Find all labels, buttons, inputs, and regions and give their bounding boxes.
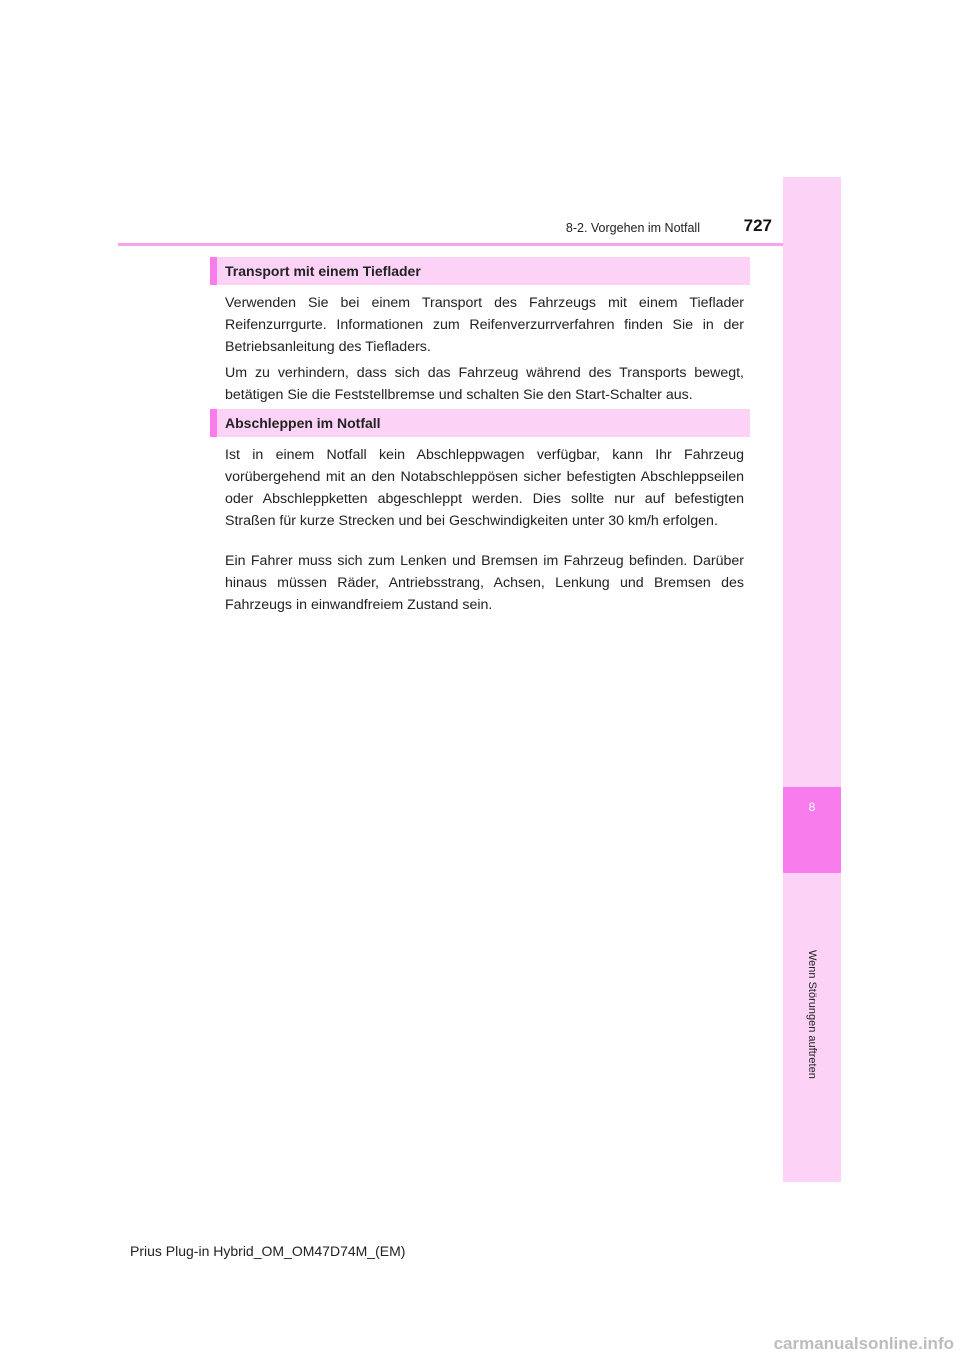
paragraph: Verwenden Sie bei einem Transport des Fahrzeugs mit einem Tieflader Reifenzurrgurte. Informationen zum Reifenverzurrverfahren finden Sie in der Betriebsanleitung des Tiefladers. [225, 295, 744, 355]
header-rule [118, 243, 841, 246]
chapter-number: 8 [808, 800, 816, 814]
document-id: Prius Plug-in Hybrid_OM_OM47D74M_(EM) [130, 1243, 406, 1259]
page-number: 727 [743, 216, 772, 235]
paragraph: Ist in einem Notfall kein Abschleppwagen verfügbar, kann Ihr Fahrzeug vorübergehend mit an den Notabschleppösen sicher befestigten Abschleppseilen oder Abschleppketten abgeschleppt werden. Dies sollte nur auf befestigten Straßen für kurze Strecken und bei Geschwindigkeiten unter 30 km/h erfolgen. [225, 447, 744, 529]
chapter-title: Wenn Störungen auftreten [806, 950, 818, 1079]
section-heading-transport: Transport mit einem Tieflader [210, 257, 750, 285]
paragraph: Um zu verhindern, dass sich das Fahrzeug während des Transports bewegt, betätigen Sie die Feststellbremse und schalten Sie den Start-Schalter aus. [225, 365, 744, 403]
paragraph: Ein Fahrer muss sich zum Lenken und Bremsen im Fahrzeug befinden. Darüber hinaus müssen Räder, Antriebsstrang, Achsen, Lenkung und Bremsen des Fahrzeugs in einwandfreiem Zustand sein. [225, 553, 744, 613]
section-heading-abschleppen: Abschleppen im Notfall [210, 409, 750, 437]
header-section-title: 8-2. Vorgehen im Notfall [565, 221, 700, 235]
watermark: carmanualsonline.info [773, 1334, 954, 1353]
